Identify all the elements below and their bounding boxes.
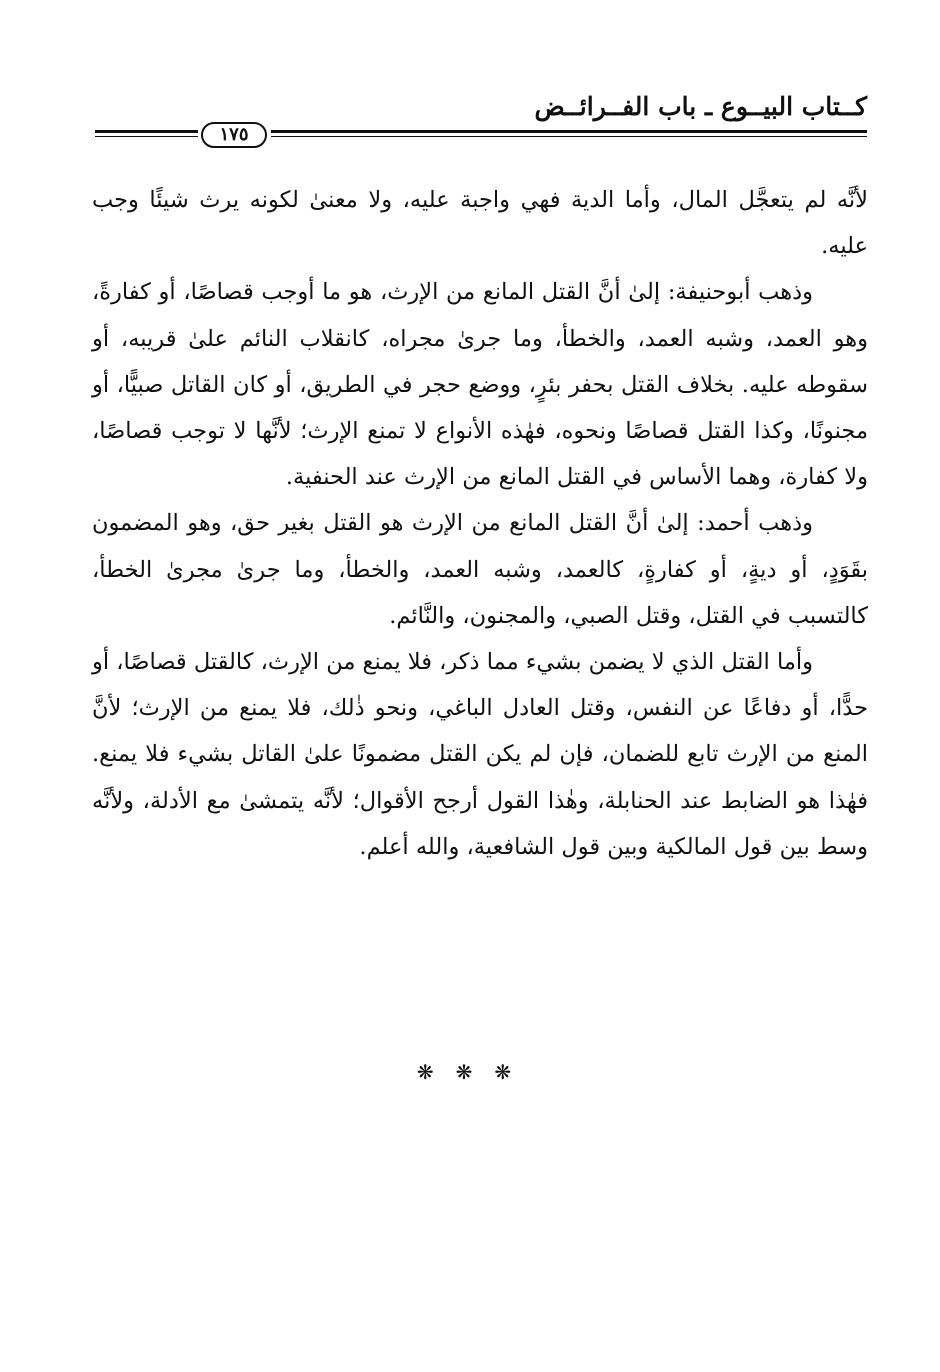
page-number: ١٧٥ [201, 122, 267, 148]
paragraph-4: وأما القتل الذي لا يضمن بشيء مما ذكر، فلا يمنع من الإرث، كالقتل قصاصًا، أو حدًّا، أو دفاعًا عن النفس، وقتل العادل الباغي، ونحو ذٰلك، فلا يمنع من الإرث؛ لأنَّ المنع من الإرث تابع للضمان، فإن لم يكن القتل مضمونًا علىٰ القاتل بشيء فلا يمنع. فهٰذا هو الضابط عند الحنابلة، وهٰذا القول أرجح الأقوال؛ لأنَّه يتمشىٰ مع الأدلة، ولأنَّه وسط بين قول المالكية وبين قول الشافعية، والله أعلم. [92, 649, 868, 860]
rule-left [95, 130, 198, 137]
paragraph-3: وذهب أحمد: إلىٰ أنَّ القتل المانع من الإرث هو القتل بغير حق، وهو المضمون بقَوَدٍ، أو ديةٍ، أو كفارةٍ، كالعمد، وشبه العمد، والخطأ، وما جرىٰ مجرىٰ الخطأ، كالتسبب في القتل، وقتل الصبي، والمجنون، والنَّائم. [92, 510, 868, 629]
header-rule [95, 122, 867, 148]
paragraph-2: وذهب أبوحنيفة: إلىٰ أنَّ القتل المانع من الإرث، هو ما أوجب قصاصًا، أو كفارةً، وهو العمد، وشبه العمد، والخطأ، وما جرىٰ مجراه، كانقلاب النائم علىٰ قريبه، أو سقوطه عليه. بخلاف القتل بحفر بئرٍ، ووضع حجر في الطريق، أو كان القاتل صبيًّا، أو مجنونًا، وكذا القتل قصاصًا ونحوه، فهٰذه الأنواع لا تمنع الإرث؛ لأنَّها لا توجب قصاصًا، ولا كفارة، وهما الأساس في القتل المانع من الإرث عند الحنفية. [92, 279, 868, 491]
running-title: كــتاب البيــوع ـ باب الفــرائــض [534, 92, 867, 121]
section-end-ornament: ❋❋❋ [416, 1060, 534, 1084]
body-text [92, 177, 868, 870]
rule-right [271, 130, 867, 137]
page-header [95, 92, 867, 152]
paragraph-1: لأنَّه لم يتعجَّل المال، وأما الدية فهي واجبة عليه، ولا معنىٰ لكونه يرث شيئًا وجب عليه. [92, 187, 868, 260]
